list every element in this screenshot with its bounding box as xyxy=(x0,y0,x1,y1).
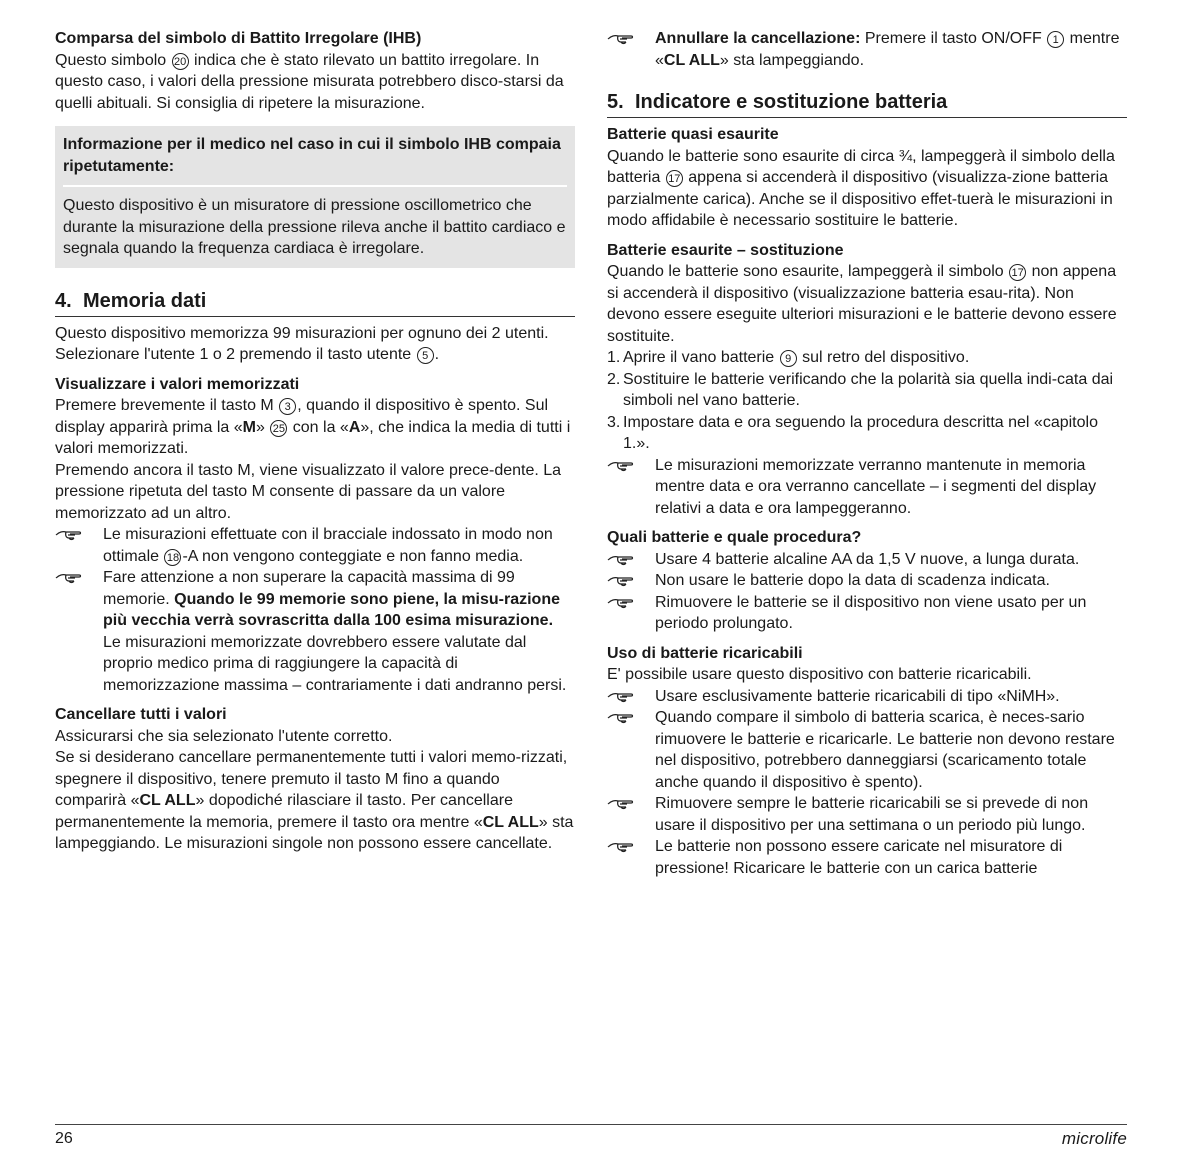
average-symbol: A xyxy=(348,418,361,436)
note-text xyxy=(103,524,575,567)
text: Quando le batterie sono esaurite, lampeggerà il simbolo xyxy=(607,263,1009,280)
section-title: Memoria dati xyxy=(83,289,207,312)
ref-marker-17: 17 xyxy=(666,170,683,187)
low-battery-heading: Batterie quasi esaurite xyxy=(607,126,779,143)
empty-battery-paragraph xyxy=(607,261,1127,347)
note-text: Quando compare il simbolo di batteria scarica, è neces-sario rimuovere le batterie e ricaricarle. Le batterie non devono restare nel dispositivo, potrebbero danneggiarsi (scaricamento totale anche quando il dispositivo è spento). xyxy=(655,709,1115,791)
text: Quando le batterie sono esaurite di circa ¾, lampeggerà il simbolo della batteria xyxy=(607,147,1115,186)
section-4-heading xyxy=(55,288,575,317)
text: appena si accenderà il dispositivo (visualizza-zione batteria parzialmente carica). Anche se il dispositivo effet-tuerà le misurazioni in modo affidabile è necessario sostituire le batterie. xyxy=(607,169,1113,229)
which-batteries-heading: Quali batterie e quale procedura? xyxy=(607,529,862,546)
section-number: 5. xyxy=(607,91,624,113)
cl-all-symbol: CL ALL xyxy=(663,51,720,69)
section-number: 4. xyxy=(55,289,72,312)
pointing-hand-icon xyxy=(607,455,655,520)
ref-marker-18: 18 xyxy=(164,549,181,566)
cl-all-symbol: CL ALL xyxy=(482,813,539,831)
step-3 xyxy=(607,412,1127,455)
note-text: Non usare le batterie dopo la data di scadenza indicata. xyxy=(655,572,1050,589)
text: Premere il tasto ON/OFF xyxy=(860,30,1047,47)
text: . xyxy=(434,346,440,363)
text: mentre « xyxy=(655,30,1120,69)
text: sul retro del dispositivo. xyxy=(797,349,970,366)
cl-all-symbol: CL ALL xyxy=(139,792,196,809)
note-text: Rimuovere sempre le batterie ricaricabili se si prevede di non usare il dispositivo per una settimana o un periodo più lungo. xyxy=(655,795,1089,834)
pointing-hand-icon xyxy=(607,549,655,571)
pointing-hand-icon xyxy=(607,570,655,592)
text: , quando il dispositivo è spento. Sul display apparirà prima la « xyxy=(55,397,549,436)
text: » dopodiché rilasciare il tasto. Per cancellare permanentemente la memoria, premere il tasto ora mentre « xyxy=(55,792,513,831)
memory-intro: Questo dispositivo memorizza 99 misurazioni per ognuno dei 2 utenti. xyxy=(55,324,549,342)
step-number: 1. xyxy=(607,349,621,366)
note-recharge-3 xyxy=(607,793,1127,836)
pointing-hand-icon xyxy=(607,793,655,836)
step-number: 2. xyxy=(607,370,621,388)
note-cuff xyxy=(55,524,575,567)
text: » sta lampeggiando. xyxy=(719,51,865,69)
pointing-hand-icon xyxy=(607,836,655,879)
left-column xyxy=(55,28,575,855)
rechargeable-heading: Uso di batterie ricaricabili xyxy=(607,644,803,662)
text: Se si desiderano cancellare permanentemente tutti i valori memo-rizzati, spegnere il dispositivo, tenere premuto il tasto M fino a quando comparirà « xyxy=(55,749,568,809)
bold-text: Quando le 99 memorie sono piene, la misu-razione più vecchia verrà sovrascritta dalla 100 esima misurazione. xyxy=(103,590,560,629)
note-text: Usare 4 batterie alcaline AA da 1,5 V nuove, a lunga durata. xyxy=(655,550,1080,568)
text: Selezionare l'utente 1 o 2 premendo il tasto utente xyxy=(55,346,416,363)
text: non appena si accenderà il dispositivo (visualizzazione batteria esau-rita). Non devono essere eseguite ulteriori misurazioni e le batterie devono essere sostituite. xyxy=(607,263,1117,345)
ref-marker-25: 25 xyxy=(270,420,287,437)
ref-marker-5: 5 xyxy=(417,347,434,364)
ihb-paragraph xyxy=(55,50,575,115)
text: con la « xyxy=(288,418,349,436)
ihb-text: Questo simbolo xyxy=(55,51,171,69)
ihb-text-cont: indica che è stato rilevato un battito irregolare. In questo caso, i valori della pressione misurata potrebbero disco-starsi da quelli abituali. Si consiglia di ripetere la misurazione. xyxy=(55,51,564,112)
right-column xyxy=(607,28,1127,879)
ref-marker-1: 1 xyxy=(1047,31,1064,48)
text: » xyxy=(255,418,270,436)
text: », che indica la media di tutti i valori memorizzati. xyxy=(55,418,571,457)
step-text: Impostare data e ora seguendo la procedura descritta nel «capitolo 1.». xyxy=(623,413,1098,452)
text: Aprire il vano batterie xyxy=(623,349,779,366)
note-memory-kept xyxy=(607,455,1127,520)
view-stored-paragraph-2: Premendo ancora il tasto M, viene visualizzato il valore prece-dente. La pressione ripetuta del tasto M consente di passare da un valore memorizzato ad un altro. xyxy=(55,461,562,522)
note-recharge-4 xyxy=(607,836,1127,879)
step-number: 3. xyxy=(607,413,621,431)
memory-select-user xyxy=(55,344,575,366)
text: -A non vengono conteggiate e non fanno media. xyxy=(182,547,524,565)
view-stored-paragraph-1 xyxy=(55,395,575,460)
note-recharge-2 xyxy=(607,707,1127,793)
pointing-hand-icon xyxy=(607,592,655,635)
step-2 xyxy=(607,369,1127,412)
clear-all-paragraph-1: Assicurarsi che sia selezionato l'utente corretto. xyxy=(55,727,393,745)
note-text: Rimuovere le batterie se il dispositivo non viene usato per un periodo prolungato. xyxy=(655,593,1087,632)
text: Le misurazioni memorizzate dovrebbero essere valutate dal proprio medico prima di raggiungere la capacità di memorizzazione massima – contrariamente i dati andranno persi. xyxy=(103,633,567,694)
note-capacity xyxy=(55,567,575,696)
ref-marker-17: 17 xyxy=(1009,264,1026,281)
empty-battery-heading: Batterie esaurite – sostituzione xyxy=(607,241,844,259)
step-text: Sostituire le batterie verificando che la polarità sia quella indi-cata dai simboli nel vano batterie. xyxy=(623,370,1114,409)
text: Premere brevemente il tasto M xyxy=(55,397,279,414)
pointing-hand-icon xyxy=(607,28,655,71)
brand-logo: microlife xyxy=(1061,1129,1127,1148)
pointing-hand-icon xyxy=(607,707,655,793)
rechargeable-intro: E' possibile usare questo dispositivo con batterie ricaricabili. xyxy=(607,666,1032,683)
section-title: Indicatore e sostituzione batteria xyxy=(635,91,948,113)
section-5-heading xyxy=(607,89,1127,118)
info-box-title: Informazione per il medico nel caso in cui il simbolo IHB compaia ripetutamente: xyxy=(63,134,567,187)
note-which-3 xyxy=(607,592,1127,635)
note-text: Usare esclusivamente batterie ricaricabili di tipo «NiMH». xyxy=(655,687,1060,705)
note-recharge-1 xyxy=(607,686,1127,708)
note-text xyxy=(655,28,1127,71)
text: Le misurazioni effettuate con il bracciale indossato in modo non ottimale xyxy=(103,526,553,565)
step-text xyxy=(623,347,1127,369)
text: » sta lampeggiando. Le misurazioni singole non possono essere cancellate. xyxy=(55,813,574,852)
pointing-hand-icon xyxy=(55,524,103,567)
view-stored-heading: Visualizzare i valori memorizzati xyxy=(55,375,300,393)
note-undo-clear xyxy=(607,28,1127,71)
clear-all-heading: Cancellare tutti i valori xyxy=(55,706,227,723)
pointing-hand-icon xyxy=(55,567,103,696)
ihb-heading: Comparsa del simbolo di Battito Irregolare (IHB) xyxy=(55,30,422,47)
note-text: Le misurazioni memorizzate verranno mantenute in memoria mentre data e ora verranno cancellate – i segmenti del display relativi a data e ora lampeggeranno. xyxy=(655,456,1097,517)
step-1 xyxy=(607,347,1127,369)
ref-marker-20: 20 xyxy=(172,53,189,70)
ref-marker-9: 9 xyxy=(780,350,797,367)
note-which-2 xyxy=(607,570,1127,592)
doctor-info-box xyxy=(55,126,575,268)
note-text: Le batterie non possono essere caricate nel misuratore di pressione! Ricaricare le batterie con un carica batterie xyxy=(655,838,1063,877)
page-number: 26 xyxy=(55,1130,73,1147)
footer-divider xyxy=(55,1124,1127,1125)
text: Fare attenzione a non superare la capacità massima di 99 memorie. xyxy=(103,569,515,608)
note-text xyxy=(103,567,575,696)
bold-text: Annullare la cancellazione: xyxy=(655,30,861,47)
pointing-hand-icon xyxy=(607,686,655,708)
memory-symbol: M xyxy=(242,418,256,436)
note-which-1 xyxy=(607,549,1127,571)
info-box-body: Questo dispositivo è un misuratore di pressione oscillometrico che durante la misurazione della pressione rileva anche il battito cardiaco e segnala quando la frequenza cardiaca è irregolare. xyxy=(63,197,566,257)
low-battery-paragraph xyxy=(607,146,1127,232)
clear-all-paragraph-2 xyxy=(55,747,575,855)
ref-marker-3: 3 xyxy=(279,398,296,415)
